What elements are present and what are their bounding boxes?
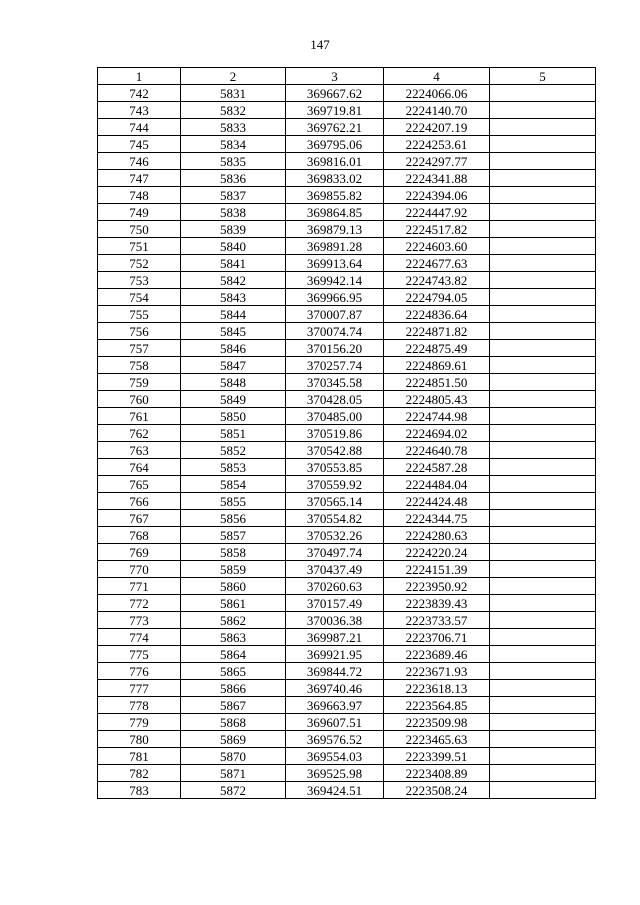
table-cell: 370532.26	[286, 527, 384, 544]
table-cell: 5848	[181, 374, 286, 391]
table-cell	[490, 493, 596, 510]
table-cell: 2224280.63	[384, 527, 490, 544]
table-row	[98, 510, 596, 527]
table-cell	[490, 714, 596, 731]
table-cell: 5852	[181, 442, 286, 459]
table-cell: 5869	[181, 731, 286, 748]
table-cell: 2224871.82	[384, 323, 490, 340]
table-cell	[490, 680, 596, 697]
table-cell: 744	[98, 119, 181, 136]
table-cell	[490, 136, 596, 153]
table-cell: 369554.03	[286, 748, 384, 765]
table-cell: 747	[98, 170, 181, 187]
table-row	[98, 85, 596, 102]
table-cell: 758	[98, 357, 181, 374]
table-cell: 5831	[181, 85, 286, 102]
table-cell	[490, 697, 596, 714]
table-row	[98, 357, 596, 374]
table-cell: 370074.74	[286, 323, 384, 340]
table-row	[98, 578, 596, 595]
table-cell: 767	[98, 510, 181, 527]
table-cell	[490, 765, 596, 782]
table-cell: 2223408.89	[384, 765, 490, 782]
table-cell: 2224851.50	[384, 374, 490, 391]
table-cell: 755	[98, 306, 181, 323]
table-cell: 5834	[181, 136, 286, 153]
table-row	[98, 425, 596, 442]
table-cell: 776	[98, 663, 181, 680]
table-cell	[490, 731, 596, 748]
table-cell: 764	[98, 459, 181, 476]
table-cell: 5843	[181, 289, 286, 306]
table-cell	[490, 221, 596, 238]
table-cell: 5846	[181, 340, 286, 357]
table-cell	[490, 408, 596, 425]
table-cell: 5854	[181, 476, 286, 493]
table-cell	[490, 561, 596, 578]
table-body	[98, 85, 596, 799]
table-cell: 757	[98, 340, 181, 357]
table-cell: 2224207.19	[384, 119, 490, 136]
table-row	[98, 289, 596, 306]
table-cell	[490, 238, 596, 255]
table-cell: 2224875.49	[384, 340, 490, 357]
table-cell: 5836	[181, 170, 286, 187]
table-cell: 2224484.04	[384, 476, 490, 493]
table-cell: 370257.74	[286, 357, 384, 374]
table-cell	[490, 85, 596, 102]
table-cell: 2224603.60	[384, 238, 490, 255]
table-cell: 2224836.64	[384, 306, 490, 323]
table-cell: 751	[98, 238, 181, 255]
table-row	[98, 595, 596, 612]
table-cell: 743	[98, 102, 181, 119]
table-cell: 2224640.78	[384, 442, 490, 459]
table-cell	[490, 255, 596, 272]
table-cell: 762	[98, 425, 181, 442]
table-cell: 5840	[181, 238, 286, 255]
table-cell: 778	[98, 697, 181, 714]
table-cell	[490, 272, 596, 289]
table-cell: 5862	[181, 612, 286, 629]
table-cell: 369719.81	[286, 102, 384, 119]
table-cell: 5850	[181, 408, 286, 425]
table-cell: 2224517.82	[384, 221, 490, 238]
column-header: 3	[286, 68, 384, 85]
table-cell	[490, 374, 596, 391]
table-row	[98, 680, 596, 697]
table-cell: 5861	[181, 595, 286, 612]
table-cell: 369795.06	[286, 136, 384, 153]
table-cell	[490, 119, 596, 136]
table-row	[98, 255, 596, 272]
table-cell: 753	[98, 272, 181, 289]
table-cell	[490, 340, 596, 357]
table-cell: 2224297.77	[384, 153, 490, 170]
coordinates-table	[97, 67, 596, 799]
table-cell: 370007.87	[286, 306, 384, 323]
table-row	[98, 765, 596, 782]
table-cell: 5853	[181, 459, 286, 476]
table-cell: 369879.13	[286, 221, 384, 238]
table-cell: 369855.82	[286, 187, 384, 204]
table-cell: 779	[98, 714, 181, 731]
table-cell: 2224794.05	[384, 289, 490, 306]
table-cell	[490, 153, 596, 170]
table-cell: 2224677.63	[384, 255, 490, 272]
table-cell: 2223509.98	[384, 714, 490, 731]
table-cell: 369740.46	[286, 680, 384, 697]
table-cell	[490, 102, 596, 119]
table-row	[98, 272, 596, 289]
table-cell: 369607.51	[286, 714, 384, 731]
table-row	[98, 544, 596, 561]
page-number: 147	[310, 37, 330, 52]
table-row	[98, 561, 596, 578]
table-cell: 750	[98, 221, 181, 238]
table-cell: 369966.95	[286, 289, 384, 306]
table-cell: 783	[98, 782, 181, 799]
table-cell	[490, 748, 596, 765]
table-cell: 369833.02	[286, 170, 384, 187]
table-cell: 369864.85	[286, 204, 384, 221]
table-cell: 5845	[181, 323, 286, 340]
table-cell: 742	[98, 85, 181, 102]
table-cell: 746	[98, 153, 181, 170]
table-cell: 769	[98, 544, 181, 561]
table-cell: 775	[98, 646, 181, 663]
table-cell: 369844.72	[286, 663, 384, 680]
table-cell: 5867	[181, 697, 286, 714]
table-row	[98, 102, 596, 119]
table-cell: 752	[98, 255, 181, 272]
table-row	[98, 663, 596, 680]
table-cell: 2224587.28	[384, 459, 490, 476]
column-header: 2	[181, 68, 286, 85]
table-cell: 5858	[181, 544, 286, 561]
table-cell: 5849	[181, 391, 286, 408]
table-cell: 2223733.57	[384, 612, 490, 629]
table-cell: 5832	[181, 102, 286, 119]
table-cell: 370157.49	[286, 595, 384, 612]
table-cell: 749	[98, 204, 181, 221]
table-cell: 369987.21	[286, 629, 384, 646]
table-cell: 2223689.46	[384, 646, 490, 663]
table-cell: 370260.63	[286, 578, 384, 595]
table-cell: 2224743.82	[384, 272, 490, 289]
table-row	[98, 340, 596, 357]
table-cell: 370428.05	[286, 391, 384, 408]
table-cell: 5871	[181, 765, 286, 782]
table-row	[98, 170, 596, 187]
table-cell	[490, 425, 596, 442]
table-cell: 5847	[181, 357, 286, 374]
table-cell	[490, 612, 596, 629]
table-cell: 781	[98, 748, 181, 765]
table-cell	[490, 476, 596, 493]
table-cell: 5835	[181, 153, 286, 170]
table-cell: 763	[98, 442, 181, 459]
table-row	[98, 391, 596, 408]
table-cell: 2223671.93	[384, 663, 490, 680]
table-cell	[490, 170, 596, 187]
table-cell: 2224341.88	[384, 170, 490, 187]
table-cell: 2223618.13	[384, 680, 490, 697]
table-cell: 5859	[181, 561, 286, 578]
table-cell: 761	[98, 408, 181, 425]
table-cell: 2224344.75	[384, 510, 490, 527]
table-row	[98, 459, 596, 476]
table-cell: 2224694.02	[384, 425, 490, 442]
table-cell: 370565.14	[286, 493, 384, 510]
table-cell: 773	[98, 612, 181, 629]
table-cell: 772	[98, 595, 181, 612]
table-cell: 2223706.71	[384, 629, 490, 646]
table-cell	[490, 578, 596, 595]
table-cell: 748	[98, 187, 181, 204]
table-cell: 5856	[181, 510, 286, 527]
table-cell: 370554.82	[286, 510, 384, 527]
table-row	[98, 306, 596, 323]
table-cell: 2224151.39	[384, 561, 490, 578]
table-cell: 774	[98, 629, 181, 646]
table-cell: 369525.98	[286, 765, 384, 782]
table-cell: 5844	[181, 306, 286, 323]
table-cell: 369667.62	[286, 85, 384, 102]
table-header-row	[98, 68, 596, 85]
table-row	[98, 493, 596, 510]
column-header: 1	[98, 68, 181, 85]
table-cell: 771	[98, 578, 181, 595]
table-cell: 745	[98, 136, 181, 153]
table-row	[98, 238, 596, 255]
table-row	[98, 476, 596, 493]
table-cell: 2224394.06	[384, 187, 490, 204]
table-row	[98, 748, 596, 765]
table-cell: 5833	[181, 119, 286, 136]
table-cell	[490, 544, 596, 561]
table-cell: 5837	[181, 187, 286, 204]
table-cell: 370542.88	[286, 442, 384, 459]
table-row	[98, 629, 596, 646]
table-row	[98, 204, 596, 221]
table-cell: 5842	[181, 272, 286, 289]
table-cell: 5864	[181, 646, 286, 663]
table-cell: 369913.64	[286, 255, 384, 272]
column-header: 4	[384, 68, 490, 85]
table-row	[98, 187, 596, 204]
table-cell: 2223839.43	[384, 595, 490, 612]
table-row	[98, 697, 596, 714]
table-cell: 370559.92	[286, 476, 384, 493]
table-row	[98, 408, 596, 425]
table-cell: 5870	[181, 748, 286, 765]
table-cell: 2224744.98	[384, 408, 490, 425]
column-header: 5	[490, 68, 596, 85]
table-cell: 5855	[181, 493, 286, 510]
table-cell	[490, 510, 596, 527]
table-cell	[490, 391, 596, 408]
table-cell: 2223564.85	[384, 697, 490, 714]
table-row	[98, 731, 596, 748]
table-cell	[490, 629, 596, 646]
table-cell: 5851	[181, 425, 286, 442]
table-cell: 760	[98, 391, 181, 408]
table-cell	[490, 663, 596, 680]
table-cell: 782	[98, 765, 181, 782]
table-cell	[490, 204, 596, 221]
table-cell: 765	[98, 476, 181, 493]
table-cell: 369424.51	[286, 782, 384, 799]
table-row	[98, 221, 596, 238]
table-cell: 780	[98, 731, 181, 748]
table-row	[98, 442, 596, 459]
table-cell: 2223508.24	[384, 782, 490, 799]
table-row	[98, 714, 596, 731]
table-cell: 766	[98, 493, 181, 510]
table-cell: 5839	[181, 221, 286, 238]
table-cell: 370485.00	[286, 408, 384, 425]
table-cell: 369663.97	[286, 697, 384, 714]
table-cell	[490, 646, 596, 663]
table-cell: 370497.74	[286, 544, 384, 561]
table-cell: 369816.01	[286, 153, 384, 170]
table-cell: 370345.58	[286, 374, 384, 391]
table-row	[98, 782, 596, 799]
table-cell: 759	[98, 374, 181, 391]
table-cell	[490, 306, 596, 323]
table-row	[98, 374, 596, 391]
table-row	[98, 323, 596, 340]
table-row	[98, 119, 596, 136]
table-cell: 2224220.24	[384, 544, 490, 561]
table-cell: 5841	[181, 255, 286, 272]
table-cell: 5872	[181, 782, 286, 799]
table-cell: 370036.38	[286, 612, 384, 629]
table-cell	[490, 289, 596, 306]
table-cell: 2224424.48	[384, 493, 490, 510]
table-cell: 370519.86	[286, 425, 384, 442]
table-cell: 369576.52	[286, 731, 384, 748]
table-cell: 2224066.06	[384, 85, 490, 102]
table-cell	[490, 442, 596, 459]
table-cell: 369942.14	[286, 272, 384, 289]
table-cell: 777	[98, 680, 181, 697]
table-cell: 2223399.51	[384, 748, 490, 765]
table-row	[98, 612, 596, 629]
table-cell	[490, 187, 596, 204]
table-cell: 5866	[181, 680, 286, 697]
table-cell	[490, 595, 596, 612]
table-cell: 369762.21	[286, 119, 384, 136]
table-cell: 5863	[181, 629, 286, 646]
table-cell: 5857	[181, 527, 286, 544]
table-cell: 2224869.61	[384, 357, 490, 374]
table-cell	[490, 527, 596, 544]
table-cell: 2224253.61	[384, 136, 490, 153]
table-cell: 5865	[181, 663, 286, 680]
table-row	[98, 646, 596, 663]
table-cell: 2223465.63	[384, 731, 490, 748]
table-cell	[490, 459, 596, 476]
table-cell: 2224447.92	[384, 204, 490, 221]
table-cell: 770	[98, 561, 181, 578]
table-cell	[490, 357, 596, 374]
table-row	[98, 527, 596, 544]
table-cell: 5868	[181, 714, 286, 731]
table-cell: 2224140.70	[384, 102, 490, 119]
table-cell: 5860	[181, 578, 286, 595]
table-row	[98, 136, 596, 153]
table-cell	[490, 782, 596, 799]
table-cell: 5838	[181, 204, 286, 221]
table-cell: 370553.85	[286, 459, 384, 476]
table-cell: 2224805.43	[384, 391, 490, 408]
table-cell: 754	[98, 289, 181, 306]
table-cell: 370156.20	[286, 340, 384, 357]
table-cell: 370437.49	[286, 561, 384, 578]
table-cell: 2223950.92	[384, 578, 490, 595]
table-row	[98, 153, 596, 170]
table-cell	[490, 323, 596, 340]
table-cell: 369891.28	[286, 238, 384, 255]
table-cell: 768	[98, 527, 181, 544]
table-cell: 756	[98, 323, 181, 340]
table-cell: 369921.95	[286, 646, 384, 663]
